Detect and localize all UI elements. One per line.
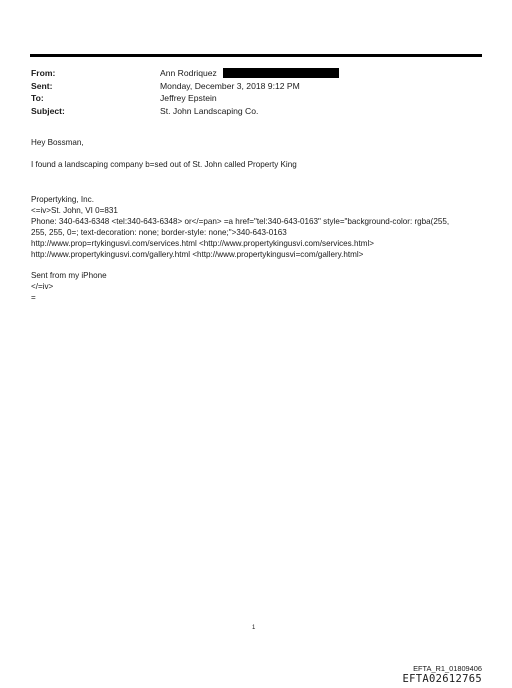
to-label: To: xyxy=(31,93,44,103)
sent-value: Monday, December 3, 2018 9:12 PM xyxy=(160,80,300,91)
signature-line: Propertyking, Inc. xyxy=(31,195,94,204)
to-row xyxy=(31,92,481,105)
subject-label: Subject: xyxy=(31,105,65,116)
redaction-box xyxy=(223,68,339,78)
bates-number-primary: EFTA_R1_01809406 xyxy=(413,664,482,673)
bates-number-secondary: EFTA02612765 xyxy=(402,673,482,685)
closing-line: Sent from my iPhone xyxy=(31,271,107,280)
subject-row xyxy=(31,105,481,118)
signature-line: http://www.prop=rtykingusvi.com/services.html <http://www.propertykingusvi.com/services.html> xyxy=(31,239,374,248)
header-rule xyxy=(30,54,482,57)
from-value xyxy=(160,67,339,80)
signature-line: <=iv>St. John, VI 0=831 xyxy=(31,206,118,215)
email-header xyxy=(31,67,481,117)
greeting: Hey Bossman, xyxy=(31,138,84,147)
subject-value: St. John Landscaping Co. xyxy=(160,105,259,116)
closing-block xyxy=(31,270,107,303)
page-number: 1 xyxy=(252,625,256,631)
closing-line: </=iv> xyxy=(31,282,54,291)
closing-line: = xyxy=(31,293,36,302)
from-row xyxy=(31,67,481,80)
sender-name: Ann Rodriquez xyxy=(160,68,217,78)
to-value: Jeffrey Epstein xyxy=(160,93,217,103)
signature-block xyxy=(31,194,449,260)
sent-label: Sent: xyxy=(31,80,53,91)
signature-line: 255, 255, 0=; text-decoration: none; border-style: none;">340-643-0163 xyxy=(31,228,287,237)
intro-text: I found a landscaping company b=sed out of St. John called Property King xyxy=(31,160,297,169)
sent-row xyxy=(31,80,481,93)
signature-line: http://www.propertykingusvi.com/gallery.html <http://www.propertykingusvi=com/gallery.html> xyxy=(31,250,364,259)
from-label: From: xyxy=(31,68,56,78)
signature-line: Phone: 340-643-6348 <tel:340-643-6348> or</=pan> =a href="tel:340-643-0163" style="background-color: rgba(255, xyxy=(31,217,450,226)
